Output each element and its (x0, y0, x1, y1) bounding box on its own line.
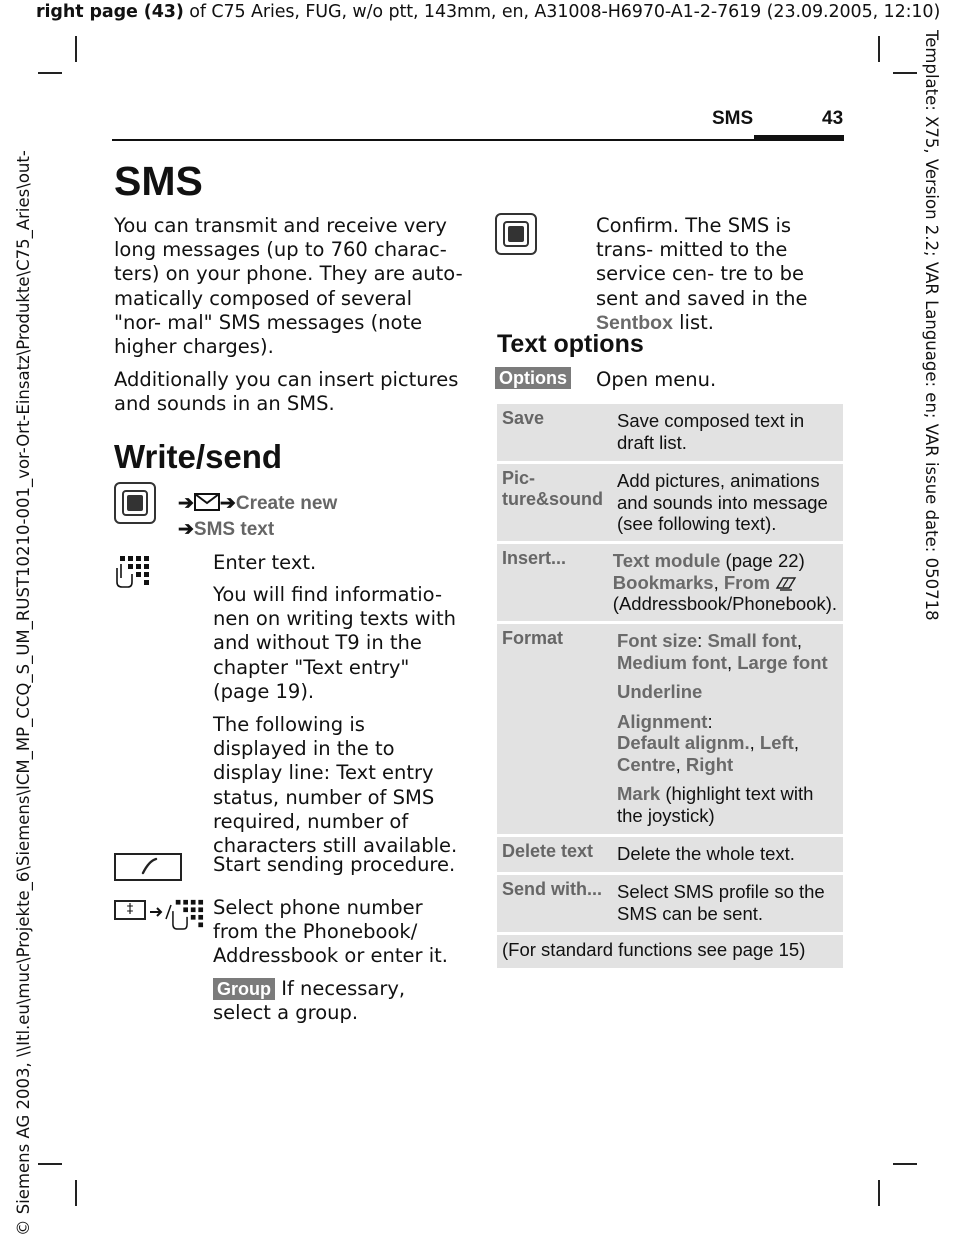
step-display: The following is displayed in the to display line: Text entry status, number of SMS required, number of characters still available. (213, 713, 458, 858)
confirm-text-a: Confirm. The SMS is trans- mitted to the service cen- tre to be sent and saved in the (596, 214, 808, 310)
header-rule-accent (754, 135, 844, 141)
option-format-desc (612, 624, 843, 834)
menu-create-new: Create new (235, 493, 338, 514)
mark-label: Mark (617, 783, 661, 804)
comma: , (796, 630, 803, 651)
keypad-icon (170, 898, 206, 930)
comma: , (713, 571, 724, 593)
table-footer: (For standard functions see page 15) (497, 935, 843, 968)
table-row (497, 544, 843, 621)
intro-paragraph-2: Additionally you can insert pictures and sounds in an SMS. (114, 368, 459, 416)
menu-sms-text: SMS text (193, 519, 275, 540)
option-save-desc: Save composed text in draft list. (617, 410, 805, 453)
colon: : (707, 710, 713, 732)
arrow-icon: ➔ (178, 519, 194, 540)
intro-paragraph-1: You can transmit and receive very long messages (up to 760 charac- ters) on your phone. They are auto- matically composed of several "nor- mal" SMS messages (note higher charges). (114, 214, 463, 359)
large-font-label: Large font (737, 651, 828, 673)
medium-font-label: Medium font (617, 651, 727, 673)
side-text-right: Template: X75, Version 2.2; VAR Language: en; VAR issue date: 050718 (922, 30, 941, 621)
font-size-label: Font size (617, 630, 698, 651)
option-picture-sound (497, 464, 612, 541)
crop-mark (38, 1163, 62, 1165)
default-alignment-label: Default alignm. (617, 732, 750, 753)
table-row (497, 464, 843, 541)
sentbox-label: Sentbox (596, 311, 673, 334)
group-text: If necessary, select a group. (213, 977, 406, 1025)
menu-path-line-1 (178, 492, 337, 515)
option-insert: Insert... (502, 548, 567, 568)
addressbook-icon (775, 574, 797, 592)
joystick-icon (114, 482, 156, 524)
option-picture-sound-line1: Pic- (502, 468, 536, 488)
step-start-sending: Start sending procedure. (213, 853, 456, 876)
table-row (497, 875, 843, 932)
crop-mark (893, 1163, 917, 1165)
page-title: SMS (114, 158, 203, 204)
colon: : (697, 630, 708, 651)
step-select-phone: Select phone number from the Phonebook/ Addressbook or enter it. (213, 896, 449, 968)
page-number: 43 (822, 108, 844, 129)
option-save: Save (502, 408, 545, 428)
comma: , (793, 732, 799, 753)
comma: , (675, 753, 686, 775)
envelope-icon (194, 493, 220, 511)
confirm-text-b: list. (672, 310, 714, 334)
joystick-icon (495, 213, 537, 255)
crop-mark (878, 36, 880, 62)
comma: , (726, 651, 738, 673)
option-delete-text-desc: Delete the whole text. (617, 843, 795, 864)
options-softkey: Options (495, 367, 571, 389)
options-table (497, 404, 843, 968)
group-softkey: Group (213, 978, 275, 1000)
text-module-label: Text module (612, 550, 721, 571)
option-send-with: Send with... (502, 879, 603, 899)
left-label: Left (759, 732, 794, 753)
step-enter-text: Enter text. (213, 551, 317, 574)
small-font-label: Small font (707, 630, 797, 651)
step-info: You will find informatio- nen on writing texts with and without T9 in the chapter "Text entry" (page 19). (213, 583, 456, 703)
header-rule (112, 139, 844, 141)
table-row (497, 624, 843, 834)
option-send-with-desc: Select SMS profile so the SMS can be sent. (617, 881, 825, 924)
crop-mark (893, 72, 917, 74)
section-title-write-send: Write/send (114, 438, 283, 475)
open-menu-text: Open menu. (596, 368, 717, 391)
phonebook-key-icon: ‡ (114, 900, 146, 920)
table-row (497, 837, 843, 872)
from-label: From (723, 571, 771, 593)
alignment-label: Alignment (617, 710, 708, 732)
option-insert-desc (608, 544, 843, 621)
crop-mark (75, 36, 77, 62)
crop-mark (878, 1180, 880, 1206)
print-header-rest: of C75 Aries, FUG, w/o ptt, 143mm, en, A31008-H6970-A1-2-7619 (23.09.2005, 12:10) (183, 2, 941, 22)
mark-desc: (highlight text with the joystick) (617, 783, 814, 826)
crop-mark (75, 1180, 77, 1206)
crop-mark (38, 72, 62, 74)
arrow-icon: ➔ (219, 493, 236, 514)
arrow-icon: ➔ (178, 493, 194, 514)
option-picture-sound-line2: ture&sound (502, 489, 603, 509)
options-softkey-wrap (495, 367, 571, 389)
print-header (36, 2, 940, 22)
option-format: Format (502, 628, 564, 648)
section-title-text-options: Text options (497, 330, 644, 358)
print-header-bold: right page (43) (36, 2, 184, 22)
call-key-icon (114, 853, 182, 881)
bookmarks-label: Bookmarks (612, 571, 714, 593)
underline-label: Underline (617, 681, 703, 702)
centre-label: Centre (617, 753, 676, 775)
text-module-page: (page 22) (720, 550, 805, 571)
side-text-left: © Siemens AG 2003, \\Itl.eu\muc\Projekte_6\Siemens\ICM_MP_CCQ_S_UM_RUST10210-001_vor-Ort-Einsatz\Produkte\C75_Aries\out- (14, 150, 33, 1236)
addressbook-phonebook: (Addressbook/Phonebook). (612, 593, 837, 614)
right-label: Right (685, 753, 734, 775)
menu-path-line-2 (178, 518, 274, 541)
step-group (213, 977, 458, 1025)
table-row (497, 404, 843, 461)
confirm-paragraph (596, 214, 846, 335)
running-head-title: SMS (712, 108, 754, 129)
keypad-icon (114, 554, 152, 588)
option-picture-sound-desc: Add pictures, animations and sounds into message (see following text). (617, 470, 828, 534)
comma: , (749, 732, 760, 753)
option-delete-text: Delete text (502, 841, 594, 861)
